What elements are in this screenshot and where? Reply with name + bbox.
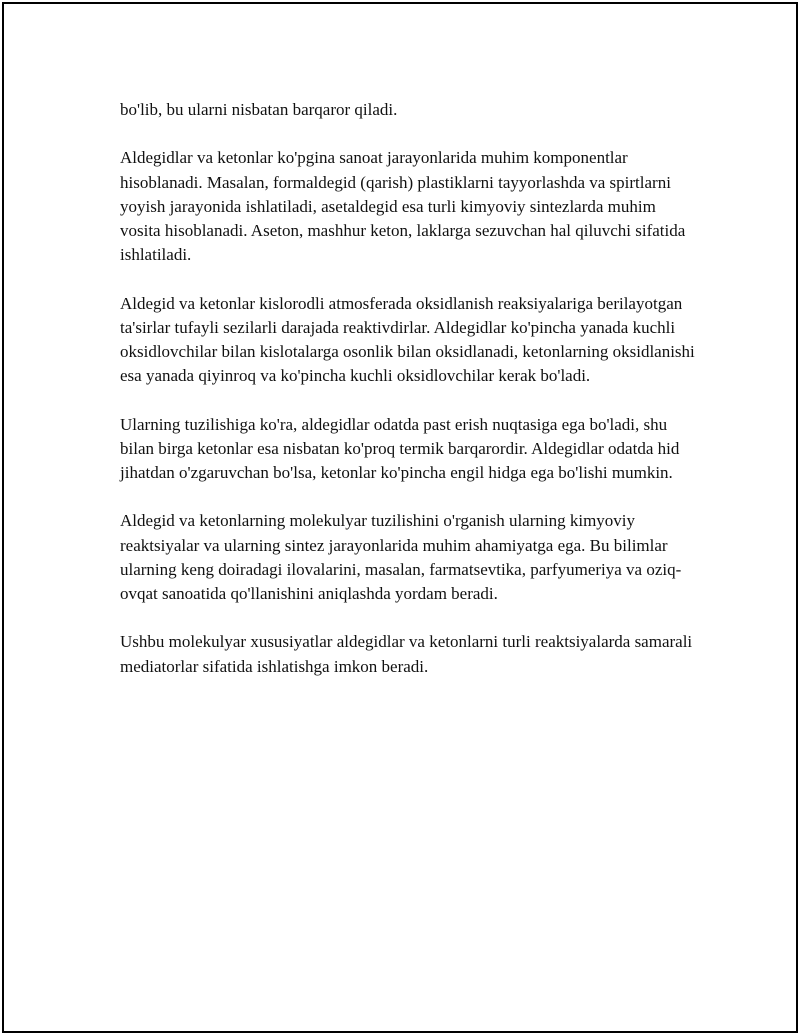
paragraph-conclusion: Ushbu molekulyar xususiyatlar aldegidlar va ketonlarni turli reaktsiyalarda samarali mediatorlar sifatida ishlatishga imkon beradi. xyxy=(120,632,693,676)
paragraph-continuation: bo'lib, bu ularni nisbatan barqaror qiladi. xyxy=(120,100,398,119)
paragraph-molecular-study: Aldegid va ketonlarning molekulyar tuzilishini o'rganish ularning kimyoviy reaktsiyalar va ularning sintez jarayonlarida muhim ahamiyatga ega. Bu bilimlar ularning keng doiradagi ilovalarini, masalan, farmatsevtika, parfyumeriya va oziq-ovqat sanoatida qo'llanishini aniqlashda yordam beradi. xyxy=(120,511,682,603)
document-body xyxy=(120,98,700,703)
paragraph-industrial-uses: Aldegidlar va ketonlar ko'pgina sanoat jarayonlarida muhim komponentlar hisoblanadi. Masalan, formaldegid (qarish) plastiklarni tayyorlashda va spirtlarni yoyish jarayonida ishlatiladi, asetaldegid esa turli kimyoviy sintezlarda muhim vosita hisoblanadi. Aseton, mashhur keton, laklarga sezuvchan hal qiluvchi sifatida ishlatiladi. xyxy=(120,148,686,265)
page-border xyxy=(2,2,798,1033)
paragraph-oxidation: Aldegid va ketonlar kislorodli atmosferada oksidlanish reaksiyalariga berilayotgan ta'sirlar tufayli sezilarli darajada reaktivdirlar. Aldegidlar ko'pincha yanada kuchli oksidlovchilar bilan kislotalarga osonlik bilan oksidlanadi, ketonlarning oksidlanishi esa yanada qiyinroq va ko'pincha kuchli oksidlovchilar kerak bo'ladi. xyxy=(120,293,695,386)
paragraph-physical-properties: Ularning tuzilishiga ko'ra, aldegidlar odatda past erish nuqtasiga ega bo'ladi, shu bilan birga ketonlar esa nisbatan ko'proq termik barqarordir. Aldegidlar odatda hid jihatdan o'zgaruvchan bo'lsa, ketonlar ko'pincha engil hidga ega bo'lishi mumkin. xyxy=(120,414,680,482)
